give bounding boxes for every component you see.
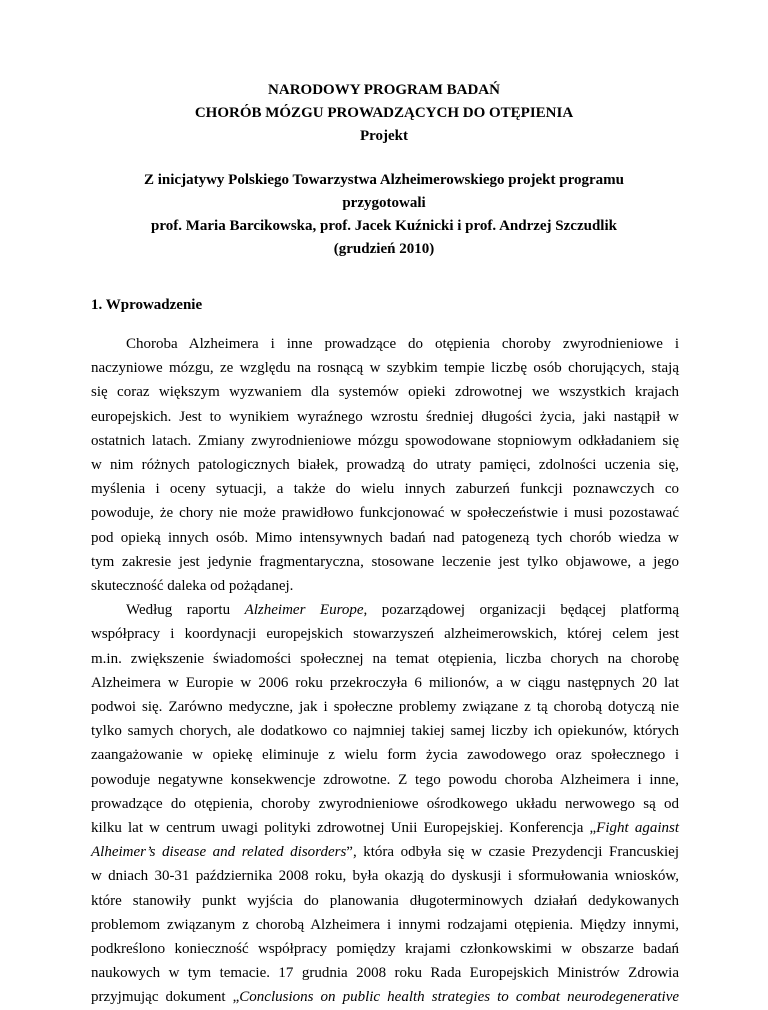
- paragraph-2-line: [91, 985, 679, 1009]
- paragraph-2-line: tylko samych chorych, ale dodatkowo co najmniej takiej samej liczby ich opiekunów, których: [91, 723, 679, 740]
- conference-title-part-2: Alheimer’s disease and related disorders: [91, 844, 347, 861]
- authors-names: prof. Maria Barcikowska, prof. Jacek Kuźnicki i prof. Andrzej Szczudlik: [151, 218, 617, 234]
- paragraph-1-line: pod opieką innych osób. Mimo intensywnych badań nad patogenezą tych chorób wiedza w: [91, 529, 679, 546]
- paragraph-1-line: powoduje, że chory nie może prawidłowo funkcjonować w społeczeństwie i musi pozostawać: [91, 505, 679, 522]
- paragraph-2-line: które stanowiły punkt wyjścia do planowania długoterminowych działań dedykowanych: [91, 892, 679, 909]
- paragraph-1-line: się coraz większym wyzwaniem dla systemów opieki zdrowotnej we wszystkich krajach: [91, 384, 679, 401]
- document-title-block: [0, 79, 768, 148]
- document-title-reference: Conclusions on public health strategies to combat neurodegenerative: [239, 989, 680, 1006]
- paragraph-2-line: współpracy i koordynacji europejskich stowarzyszeń alzheimerowskich, której celem jest: [91, 626, 679, 643]
- document-title-line-1: NARODOWY PROGRAM BADAŃ: [268, 82, 500, 98]
- paragraph-2-line: Alzheimera w Europie w 2006 roku przekroczyła 6 milionów, a w ciągu następnych 20 lat: [91, 674, 679, 691]
- paragraph-2-line: podkreślono konieczność współpracy pomiędzy krajami członkowskimi w obszarze badań: [91, 941, 679, 958]
- text-run: ”, która odbyła się w czasie Prezydencji Francuskiej: [346, 844, 679, 861]
- paragraph-2-line: [91, 816, 679, 840]
- paragraph-2-line: [91, 598, 679, 622]
- document-title-line-2: CHORÓB MÓZGU PROWADZĄCYCH DO OTĘPIENIA: [194, 105, 574, 121]
- authors-block: [0, 169, 768, 261]
- body-text: [91, 332, 679, 1010]
- conference-title-part-1: Fight against: [596, 820, 679, 837]
- paragraph-2-line: powoduje negatywne konsekwencje zdrowotne. Z tego powodu choroba Alzheimera i inne,: [91, 771, 679, 788]
- paragraph-1-line: europejskich. Jest to wynikiem wyraźnego wzrostu średniej długości życia, jaki nastąpił w: [91, 408, 679, 425]
- text-run: Według raportu: [126, 602, 245, 619]
- paragraph-1-line: naczyniowe mózgu, ze względu na rosnącą w szybkim tempie liczbę osób chorujących, stają: [91, 360, 679, 377]
- paragraph-1-line: Choroba Alzheimera i inne prowadzące do otępienia choroby zwyrodnieniowe i: [126, 336, 679, 352]
- paragraph-2-line: m.in. zwiększenie świadomości społecznej na temat otępienia, liczba chorych na chorobę: [91, 650, 679, 667]
- paragraph-2-line: naukowych w tym temacie. 17 grudnia 2008 roku Rada Europejskich Ministrów Zdrowia: [91, 965, 679, 982]
- document-subtitle: Projekt: [359, 128, 409, 144]
- paragraph-2-line: problemom związanym z chorobą Alzheimera i innymi rodzajami otępienia. Między innymi,: [91, 916, 679, 933]
- paragraph-2-line: [91, 840, 679, 864]
- paragraph-1-line: tym zakresie jest jedynie fragmentaryczna, stosowane leczenie jest tylko objawowe, a jego: [91, 553, 679, 570]
- paragraph-1-line: ostatnich latach. Zmiany zwyrodnieniowe mózgu spowodowane stopniowym odkładaniem się: [91, 432, 679, 449]
- paragraph-2-line: w dniach 30-31 października 2008 roku, była okazją do dyskusji i sformułowania wniosków,: [91, 868, 679, 885]
- organization-name: Alzheimer Europe: [244, 602, 364, 619]
- text-run: kilku lat w centrum uwagi polityki zdrowotnej Unii Europejskiej. Konferencja „: [91, 820, 597, 837]
- paragraph-2-line: zaangażowanie w opiekę eliminuje z wielu form życia zawodowego oraz społecznego i: [91, 747, 679, 764]
- paragraph-2-line: prowadzące do otępienia, choroby zwyrodnieniowe ośrodkowego układu nerwowego są od: [91, 795, 679, 812]
- paragraph-1-line: myślenia i oceny sytuacji, a także do wielu innych zaburzeń funkcji poznawczych co: [91, 481, 679, 498]
- paragraph-2-line: podwoi się. Zarówno medyczne, jak i społeczne problemy związane z tą chorobą dotyczą nie: [91, 699, 679, 716]
- text-run: przyjmując dokument „: [91, 989, 240, 1006]
- paragraph-1-line: w nim różnych patologicznych białek, prowadzą do utraty pamięci, zdolności uczenia się,: [91, 457, 679, 474]
- authors-line-1: Z inicjatywy Polskiego Towarzystwa Alzheimerowskiego projekt programu: [144, 172, 624, 188]
- document-date: (grudzień 2010): [333, 241, 435, 257]
- section-heading: 1. Wprowadzenie: [91, 297, 203, 313]
- authors-line-2: przygotowali: [342, 195, 426, 211]
- paragraph-1-line: skuteczność daleka od pożądanej.: [91, 578, 294, 595]
- text-run: , pozarządowej organizacji będącej platformą: [363, 602, 679, 619]
